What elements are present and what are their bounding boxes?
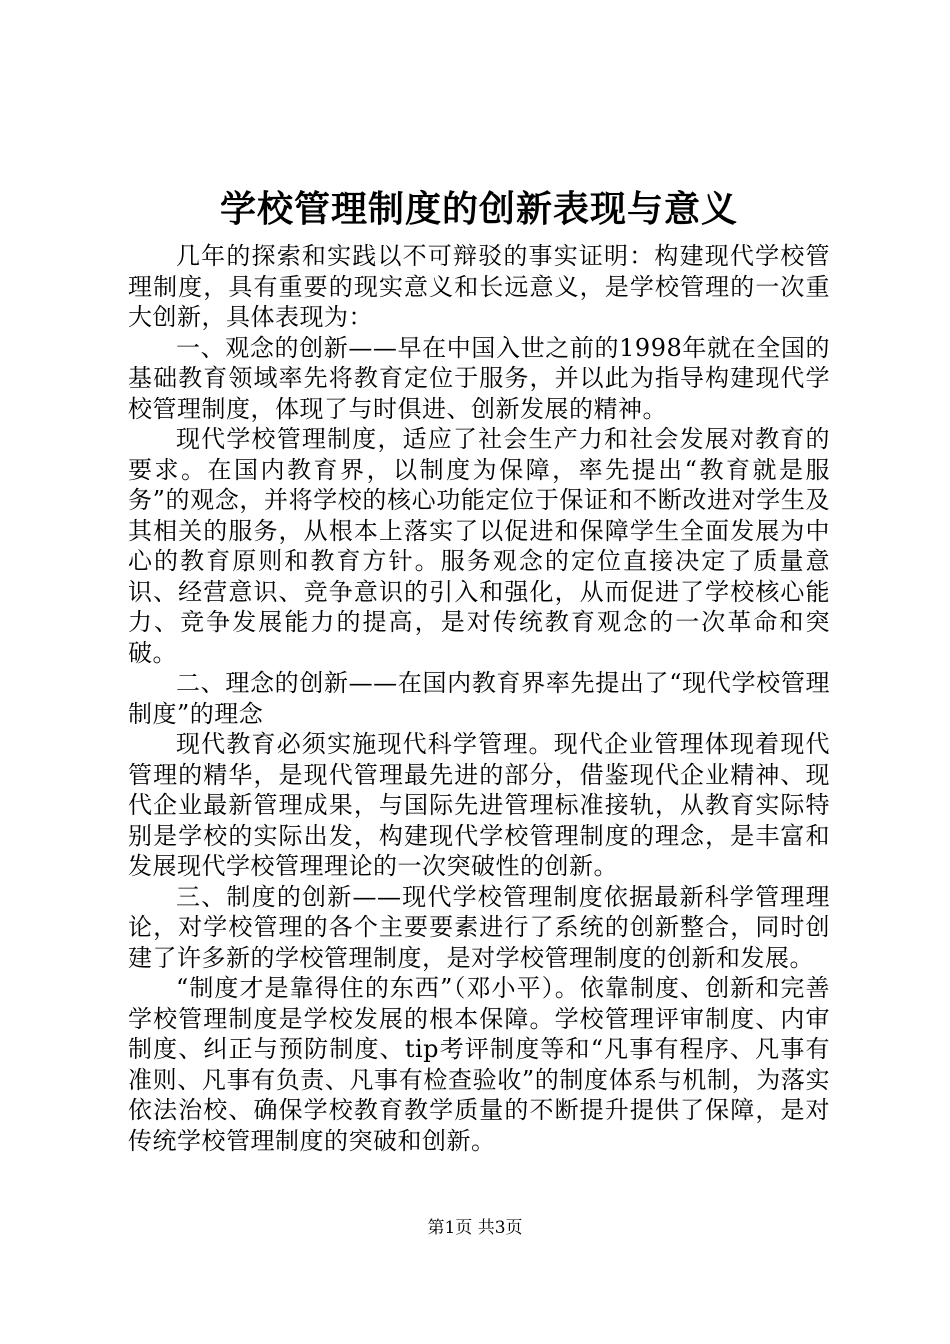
paragraph-modern-management: 现代学校管理制度，适应了社会生产力和社会发展对教育的要求。在国内教育界，以制度为保障，率先提出“教育就是服务”的观念，并将学校的核心功能定位于保证和不断改进对学生及其相关的服务，从根本上落实了以促进和保障学生全面发展为中心的教育原则和教育方针。服务观念的定位直接决定了质量意识、经营意识、竞争意识的引入和强化，从而促进了学校核心能力、竞争发展能力的提高，是对传统教育观念的一次革命和突破。 <box>128 425 830 667</box>
paragraph-system-reliability: “制度才是靠得住的东西”（邓小平）。依靠制度、创新和完善学校管理制度是学校发展的根本保障。学校管理评审制度、内审制度、纠正与预防制度、tip考评制度等和“凡事有程序、凡事有准则、凡事有负责、凡事有检查验收”的制度体系与机制，为落实依法治校、确保学校教育教学质量的不断提升提供了保障，是对传统学校管理制度的突破和创新。 <box>128 974 830 1155</box>
paragraph-idea-innovation: 二、理念的创新——在国内教育界率先提出了“现代学校管理制度”的理念 <box>128 669 830 728</box>
paragraph-system-innovation: 三、制度的创新——现代学校管理制度依据最新科学管理理论，对学校管理的各个主要要素进行了系统的创新整合，同时创建了许多新的学校管理制度，是对学校管理制度的创新和发展。 <box>128 882 830 972</box>
paragraph-intro: 几年的探索和实践以不可辩驳的事实证明：构建现代学校管理制度，具有重要的现实意义和长远意义，是学校管理的一次重大创新，具体表现为： <box>128 242 830 331</box>
paragraph-concept-innovation: 一、观念的创新——早在中国入世之前的1998年就在全国的基础教育领域率先将教育定位于服务，并以此为指导构建现代学校管理制度，体现了与时俱进、创新发展的精神。 <box>128 333 830 423</box>
document-body <box>128 241 830 1156</box>
paragraph-modern-education: 现代教育必须实施现代科学管理。现代企业管理体现着现代管理的精华，是现代管理最先进的部分，借鉴现代企业精神、现代企业最新管理成果，与国际先进管理标准接轨，从教育实际特别是学校的实际出发，构建现代学校管理制度的理念，是丰富和发展现代学校管理理论的一次突破性的创新。 <box>128 730 830 880</box>
page-footer: 第1页 共3页 <box>427 1218 523 1238</box>
document-title: 学校管理制度的创新表现与意义 <box>219 188 738 230</box>
